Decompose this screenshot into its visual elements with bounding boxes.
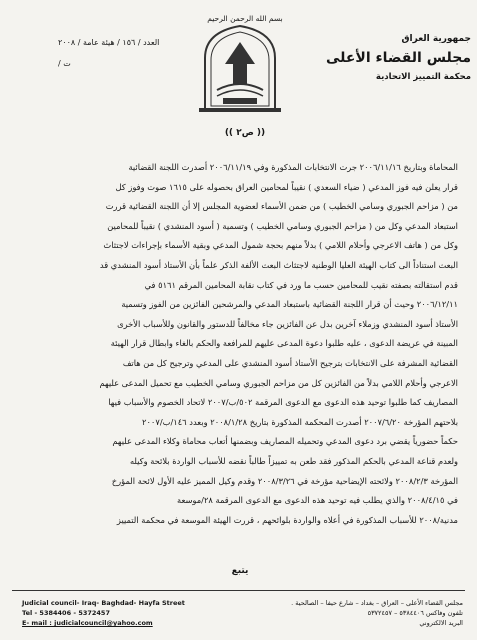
body-line: الأستاذ أسود المنشدي وزملاء آخرين بدل عن الفائزين جاء مخالفاً للدستور والقانون وللأسباب الأخرى	[117, 318, 458, 329]
footer-line: مجلس القضاء الأعلى – العراق – بغداد – شارع حيفا – الصالحية .	[291, 599, 463, 607]
footer-arabic	[233, 598, 463, 628]
footer-divider	[12, 590, 465, 591]
page-number: (( ص٢ ))	[224, 128, 266, 138]
body-line: المحاماة وبتاريخ ٢٠٠٦/١١/١٦ جرت الانتخابات المذكورة وفي ٢٠٠٦/١١/١٩ أصدرت اللجنة القضائية	[128, 162, 458, 172]
reference-block	[58, 38, 168, 80]
body-line: قدم استقالته بصفته نقيب للمحامين حسب ما ورد في كتاب نقابة المحامين المرقم ٥١٦١ في	[144, 279, 458, 290]
country-name: جمهورية العراق	[401, 34, 471, 44]
institution-header	[321, 34, 471, 82]
council-name: مجلس القضاء الأعلى	[325, 50, 471, 66]
footer-line: Judicial council- Iraq- Baghdad- Hayfa Street	[22, 599, 185, 607]
body-line: ٢٠٠٦/١٢/١١ وحيث أن قرار اللجنة القضائية باستبعاد المدعي والمرشحين الفائزين من الفوز وتسمية	[121, 299, 458, 310]
emblem-logo	[185, 20, 295, 118]
body-line: بلاحتهم المؤرخة ٢٠٠٧/٦/٢٠ أصدرت المحكمة المذكورة بتاريخ ٢٠٠٨/١/٢٨ وبعدد ١٤٦/ب/٢٠٠٧	[142, 416, 458, 427]
body-line: الاعرجي وأحلام اللامي بدلاً من الفائزين كل من مزاحم الجبوري وسامي الخطيب مع تحميل المدعى عليهم	[99, 377, 458, 388]
body-line: ولعدم قناعة المدعي بالحكم المذكور فقد طعن به تمييزاً طالباً نقضه للأسباب الواردة بلائحة وكيله	[129, 455, 458, 466]
body-line: المبينة في عريضة الدعوى ، عليه طلبوا دعوة المدعى عليهم للمرافعة والحكم بالغاء وابطال قرار الهيئة	[110, 338, 458, 349]
body-line: المؤرخة ٢٠٠٨/٢/٣ ولائحته الإيضاحية مؤرخة في ٢٠٠٨/٣/٢٦ وقدم وكيل المميز عليه الأول لائحة المؤرخ	[111, 475, 458, 486]
body-line: من ( مزاحم الجبوري وسامي الخطيب ) من ضمن الأسماء لعضوية المجلس إلا أن اللجنة القضائية قررت	[105, 201, 458, 212]
reference-number: العدد / ١٥٦ / هيئة عامة / ٢٠٠٨	[58, 38, 160, 47]
body-line: استبعاد المدعي وكل من ( مزاحم الجبوري وسامي الخطيب ) وتسمية ( أسود المنشدي ) نقيباً للمحامين	[107, 220, 458, 231]
body-line: البعث استناداً الى كتاب الهيئة العليا الوطنية لاجتثاث البعث الألفة الذكر علماً بأن الأستاذ أسود المنشدي قد	[99, 259, 458, 270]
footer-english	[22, 598, 242, 628]
footer-email[interactable]: E- mail : judicialcouncil@yahoo.com	[22, 619, 153, 627]
body-line: مدنية/٢٠٠٨ للأسباب المذكورة في أعلاه والواردة بلوائحهم ، قررت الهيئة الموسعة في محكمة التمييز	[116, 514, 458, 525]
body-line: المصاريف كما طلبوا توحيد هذه الدعوى مع الدعوى المرقمة ٥٠٢/ب/٢٠٠٧ لاتحاد الخصوم والأسباب فيها	[108, 397, 458, 408]
continuation-note: يتبع	[231, 566, 249, 576]
footer-line: البريد الالكتروني	[419, 619, 463, 627]
body-line: حكماً حضورياً يقضي برد دعوى المدعي وتحميله المصاريف وبضمنها أتعاب محاماة وكلاء المدعى عليهم	[112, 436, 458, 447]
body-line: القضائية المشرفة على الانتخابات بترجيح الأستاذ أسود المنشدي على المدعي وترجيح كل من هاتف	[122, 357, 458, 368]
body-line: في ٢٠٠٨/٤/١٥ والذي يطلب فيه توحيد هذه الدعوى مع الدعوى المرقمة ٢٨/موسعة	[177, 495, 458, 506]
footer-line: تلفون وفاكس ٥٣٨٤٤٠٦ – ٥٣٧٢٤٥٧	[367, 609, 463, 617]
body-line: وكل من ( هاتف الاعرجي وأحلام اللامي ) بدلاً منهم بحجة شمول المدعي وبقية الأسماء بإجراءات لاجتثاث	[103, 240, 458, 251]
document-body	[18, 158, 458, 530]
basmala: بسم الله الرحمن الرحيم	[207, 14, 283, 23]
court-name: محكمة التمييز الاتحادية	[375, 72, 471, 82]
footer-line: Tel - 5384406 - 5372457	[22, 609, 110, 617]
date-label: ت /	[58, 59, 71, 68]
body-line: قرار يعلن فيه فوز المدعي ( ضياء السعدي ) نقيباً لمحامين العراق بحصوله على ١٦١٥ صوت وفوز كل	[115, 181, 458, 192]
